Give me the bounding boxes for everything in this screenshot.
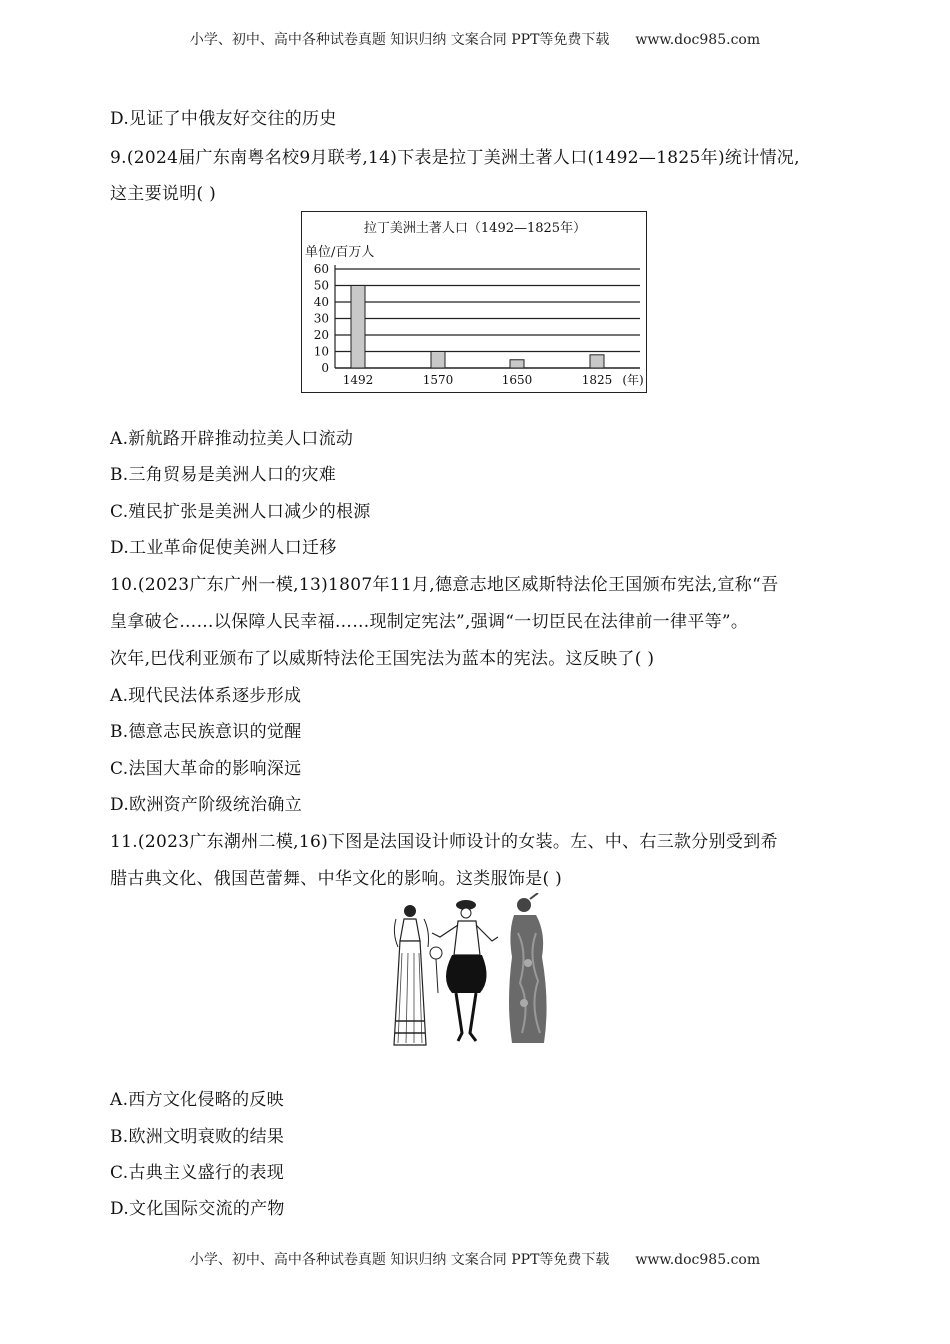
q9-stem-line2: 这主要说明( ) xyxy=(110,184,217,204)
q10-option-c[interactable]: C.法国大革命的影响深远 xyxy=(110,759,302,779)
population-chart xyxy=(301,211,647,393)
x-tick-label-1570: 1570 xyxy=(422,373,454,387)
x-tick-label-1492: 1492 xyxy=(342,373,374,387)
q11-option-c[interactable]: C.古典主义盛行的表现 xyxy=(110,1163,285,1183)
q11-stem-line1: 11.(2023广东潮州二模,16)下图是法国设计师设计的女装。左、中、右三款分别受到希 xyxy=(110,832,778,852)
q9-option-a[interactable]: A.新航路开辟推动拉美人口流动 xyxy=(110,429,354,449)
q9-option-d[interactable]: D.工业革命促使美洲人口迁移 xyxy=(110,538,337,558)
chinese-robe-figure xyxy=(509,893,547,1043)
ballet-dress-figure xyxy=(430,900,498,1041)
y-tick-label-50: 50 xyxy=(313,278,329,293)
q10-option-a[interactable]: A.现代民法体系逐步形成 xyxy=(110,686,302,706)
q9-option-b[interactable]: B.三角贸易是美洲人口的灾难 xyxy=(110,465,337,485)
bar-1650 xyxy=(510,360,524,368)
header-site: www.doc985.com xyxy=(635,32,761,48)
q10-option-b[interactable]: B.德意志民族意识的觉醒 xyxy=(110,722,302,742)
fashion-illustration xyxy=(388,893,560,1055)
footer-site: www.doc985.com xyxy=(635,1252,761,1268)
y-tick-label-30: 30 xyxy=(313,311,329,326)
greek-dress-figure xyxy=(394,905,429,1045)
chart-xlabel: (年) xyxy=(622,373,644,387)
footer-categories: 小学、初中、高中各种试卷真题 知识归纳 文案合同 PPT等免费下载 xyxy=(189,1252,610,1268)
prev-option-d: D.见证了中俄友好交往的历史 xyxy=(110,109,337,129)
page-header xyxy=(0,29,950,49)
y-tick-label-0: 0 xyxy=(321,361,329,375)
bar-1492 xyxy=(351,286,365,369)
header-categories: 小学、初中、高中各种试卷真题 知识归纳 文案合同 PPT等免费下载 xyxy=(189,32,610,48)
y-tick-label-20: 20 xyxy=(313,328,329,342)
chart-ylabel: 单位/百万人 xyxy=(305,245,375,260)
y-tick-label-40: 40 xyxy=(313,295,329,309)
q9-option-c[interactable]: C.殖民扩张是美洲人口减少的根源 xyxy=(110,502,371,522)
y-tick-label-60: 60 xyxy=(313,262,329,276)
q10-stem-line2: 皇拿破仑……以保障人民幸福……现制定宪法”,强调“一切臣民在法律前一律平等”。 xyxy=(110,612,749,632)
population-bar-chart xyxy=(302,212,648,394)
y-tick-label-10: 10 xyxy=(313,344,329,359)
chart-title: 拉丁美洲土著人口（1492—1825年） xyxy=(363,221,587,236)
q10-option-d[interactable]: D.欧洲资产阶级统治确立 xyxy=(110,795,303,815)
bar-1570 xyxy=(431,352,445,369)
q11-stem-line2: 腊古典文化、俄国芭蕾舞、中华文化的影响。这类服饰是( ) xyxy=(110,869,563,889)
q10-stem-line3: 次年,巴伐利亚颁布了以威斯特法伦王国宪法为蓝本的宪法。这反映了( ) xyxy=(110,649,655,669)
q9-stem-line1: 9.(2024届广东南粤名校9月联考,14)下表是拉丁美洲土著人口(1492—1825年)统计情况, xyxy=(110,148,800,168)
q11-option-a[interactable]: A.西方文化侵略的反映 xyxy=(110,1090,284,1110)
x-tick-label-1825: 1825 xyxy=(581,373,613,387)
page-footer xyxy=(0,1249,950,1269)
q11-option-d[interactable]: D.文化国际交流的产物 xyxy=(110,1199,285,1219)
q10-stem-line1: 10.(2023广东广州一模,13)1807年11月,德意志地区威斯特法伦王国颁布宪法,宣称“吾 xyxy=(110,575,779,595)
x-tick-label-1650: 1650 xyxy=(501,373,533,387)
q11-option-b[interactable]: B.欧洲文明衰败的结果 xyxy=(110,1127,285,1147)
bar-1825 xyxy=(590,355,604,368)
